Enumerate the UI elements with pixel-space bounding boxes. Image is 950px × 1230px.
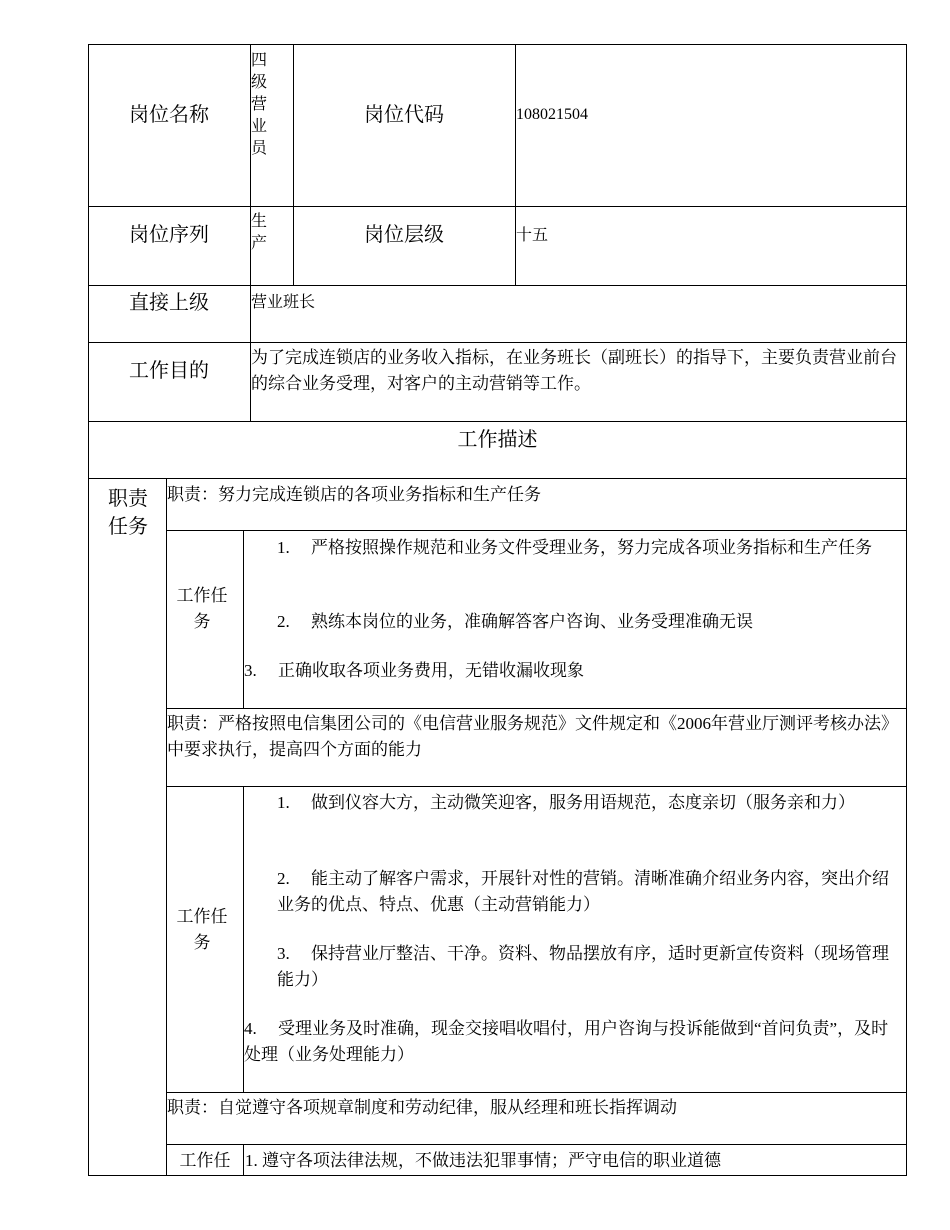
duty-1-task-2: 2. 熟练本岗位的业务，准确解答客户咨询、业务受理准确无误 — [277, 612, 753, 631]
table-border — [88, 44, 907, 45]
position-level-value: 十五 — [516, 227, 549, 244]
purpose-label: 工作目的 — [129, 360, 209, 382]
duty-1-task-1: 1. 严格按照操作规范和业务文件受理业务，努力完成各项业务指标和生产任务 — [277, 538, 872, 557]
column-divider — [293, 44, 294, 286]
row-divider — [88, 285, 907, 286]
task-label-partial: 工作任 — [179, 1151, 231, 1170]
duty-column-label: 职责任务 — [108, 488, 148, 538]
position-series-label: 岗位序列 — [129, 224, 209, 246]
duty-2-text: 职责：严格按照电信集团公司的《电信营业服务规范》文件规定和《2006年营业厅测评考核办法》中要求执行，提高四个方面的能力 — [167, 714, 898, 759]
table-border — [88, 44, 89, 1176]
column-divider — [166, 478, 167, 1176]
duty-1-task-3: 3. 正确收取各项业务费用，无错收漏收现象 — [244, 661, 584, 680]
duty-2-task-2: 2. 能主动了解客户需求，开展针对性的营销。清晰准确介绍业务内容，突出介绍业务的优点、特点、优惠（主动营销能力） — [277, 869, 889, 914]
task-label: 工作任务 — [176, 586, 228, 631]
row-divider — [88, 421, 907, 422]
duty-3-text: 职责：自觉遵守各项规章制度和劳动纪律，服从经理和班长指挥调动 — [167, 1098, 677, 1117]
row-divider — [166, 1144, 907, 1145]
row-divider — [88, 478, 907, 479]
table-border — [88, 1175, 907, 1176]
row-divider — [166, 530, 907, 531]
task-label: 工作任务 — [176, 907, 228, 952]
purpose-value: 为了完成连锁店的业务收入指标，在业务班长（副班长）的指导下，主要负责营业前台的综合业务受理，对客户的主动营销等工作。 — [251, 348, 897, 393]
row-divider — [88, 206, 907, 207]
row-divider — [166, 1092, 907, 1093]
row-divider — [166, 786, 907, 787]
column-divider — [515, 44, 516, 286]
supervisor-label: 直接上级 — [129, 292, 209, 314]
row-divider — [166, 708, 907, 709]
section-title: 工作描述 — [457, 429, 538, 451]
position-code-value: 108021504 — [516, 106, 588, 123]
column-divider — [243, 1144, 244, 1176]
row-divider — [88, 342, 907, 343]
position-code-label: 岗位代码 — [364, 104, 444, 126]
duty-3-task-1: 1. 遵守各项法律法规，不做违法犯罪事情；严守电信的职业道德 — [245, 1151, 721, 1170]
position-level-label: 岗位层级 — [364, 224, 444, 246]
position-name-label: 岗位名称 — [129, 104, 209, 126]
duty-1-text: 职责：努力完成连锁店的各项业务指标和生产任务 — [167, 485, 541, 504]
position-series-value: 生产 — [251, 213, 268, 252]
duty-2-task-4: 4. 受理业务及时准确，现金交接唱收唱付，用户咨询与投诉能做到“首问负责”，及时处理（业务处理能力） — [244, 1019, 889, 1064]
position-name-value: 四级营业员 — [251, 52, 268, 157]
supervisor-value: 营业班长 — [251, 294, 316, 311]
duty-2-task-1: 1. 做到仪容大方，主动微笑迎客，服务用语规范，态度亲切（服务亲和力） — [277, 793, 855, 812]
table-border — [906, 44, 907, 1176]
duty-2-task-3: 3. 保持营业厅整洁、干净。资料、物品摆放有序，适时更新宣传资料（现场管理能力） — [277, 944, 889, 989]
